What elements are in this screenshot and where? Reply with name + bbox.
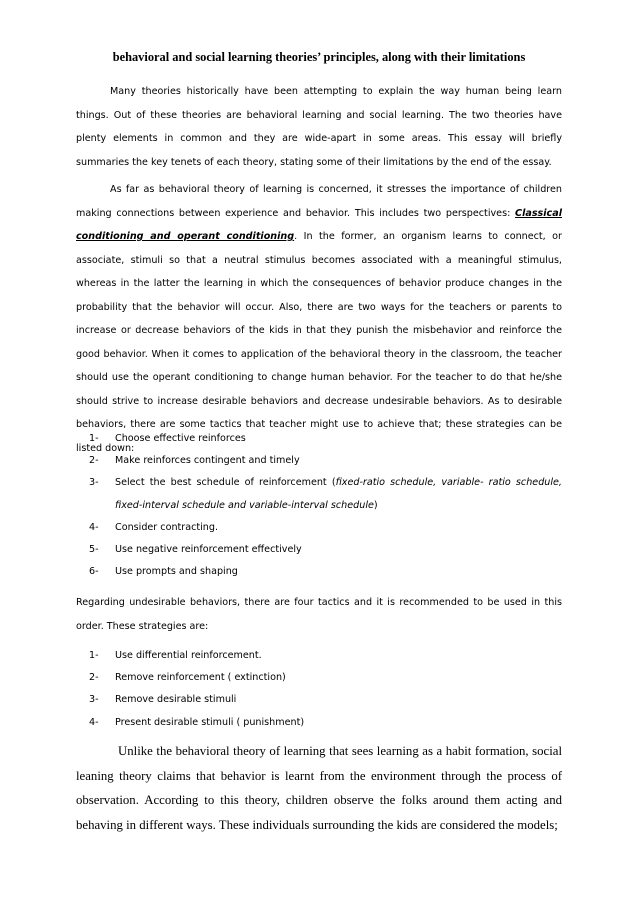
list-item [76, 561, 562, 583]
list-item [76, 428, 562, 450]
list-number: 3- [89, 477, 99, 489]
emphasis-text: Classical conditioning and operant conditioning [76, 207, 562, 242]
list-text: Make reinforces contingent and timely [115, 455, 300, 467]
list-number: 5- [89, 544, 99, 556]
list-number: 3- [89, 694, 99, 706]
list-item [76, 645, 562, 667]
list-item [76, 689, 562, 711]
list-number: 2- [89, 455, 99, 467]
list-text: Remove desirable stimuli [115, 694, 237, 706]
undesirable-behaviors-paragraph: Regarding undesirable behaviors, there are four tactics and it is recommended to be used in this order. These strategies are: [76, 597, 562, 632]
document-title: behavioral and social learning theories’ principles, along with their limitations [112, 50, 526, 64]
list-text: Present desirable stimuli ( punishment) [115, 716, 305, 728]
list-text: Remove reinforcement ( extinction) [115, 672, 286, 684]
intro-paragraph: Many theories historically have been attempting to explain the way human being learn things. Out of these theories are behavioral learning and social learning. The two theories have plenty elements in common and they are wide-apart in some areas. This essay will briefly summaries the key tenets of each theory, stating some of their limitations by the end of the essay. [76, 86, 562, 168]
list-number: 4- [89, 521, 99, 533]
paragraph-text: . In the former, an organism learns to connect, or associate, stimuli so that a neutral stimulus becomes associated with a meaningful stimulus, whereas in the latter the learning in which the consequences of behavior produce changes in the probability that the behavior will occur. Also, there are two ways for the teachers or parents to increase or decrease behaviors of the kids in that they punish the misbehavior and reinforce the good behavior. When it comes to application of the behavioral theory in the classroom, the teacher should use the operant conditioning to change human behavior. For the teacher to do that he/she should strive to increase desirable behaviors and decrease undesirable behaviors. As to desirable behaviors, there are some tactics that teacher might use to achieve that; these strategies can be listed down: [76, 231, 562, 454]
list-number: 6- [89, 566, 99, 578]
list-number: 1- [89, 433, 99, 444]
list-text: Use negative reinforcement effectively [115, 544, 302, 556]
desirable-behaviors-list [76, 428, 562, 583]
list-text: Consider contracting. [115, 521, 219, 533]
list-item [76, 450, 562, 472]
list-item [76, 712, 562, 734]
list-number: 2- [89, 672, 99, 684]
list-text: Use differential reinforcement. [115, 650, 262, 661]
list-text: Select the best schedule of reinforcement ( [115, 477, 336, 489]
list-item [76, 539, 562, 561]
list-number: 4- [89, 716, 99, 728]
list-italic-text: fixed-ratio schedule, variable- ratio schedule, fixed-interval schedule and variable-interval schedule [115, 477, 562, 511]
list-text: ) [373, 499, 378, 511]
list-item [76, 667, 562, 689]
behavioral-theory-paragraph [76, 178, 562, 460]
social-learning-paragraph: Unlike the behavioral theory of learning that sees learning as a habit formation, social leaning theory claims that behavior is learnt from the environment through the process of observation. According to this theory, children observe the folks around them acting and behaving in different ways. These individuals surrounding the kids are considered the models; [76, 744, 562, 832]
list-item [76, 517, 562, 539]
undesirable-behaviors-list [76, 645, 562, 734]
list-number: 1- [89, 650, 99, 661]
list-text: Use prompts and shaping [115, 566, 238, 578]
list-item [76, 472, 562, 516]
list-text: Choose effective reinforces [115, 433, 246, 444]
paragraph-text: As far as behavioral theory of learning is concerned, it stresses the importance of children making connections between experience and behavior. This includes two perspectives: [76, 184, 562, 219]
